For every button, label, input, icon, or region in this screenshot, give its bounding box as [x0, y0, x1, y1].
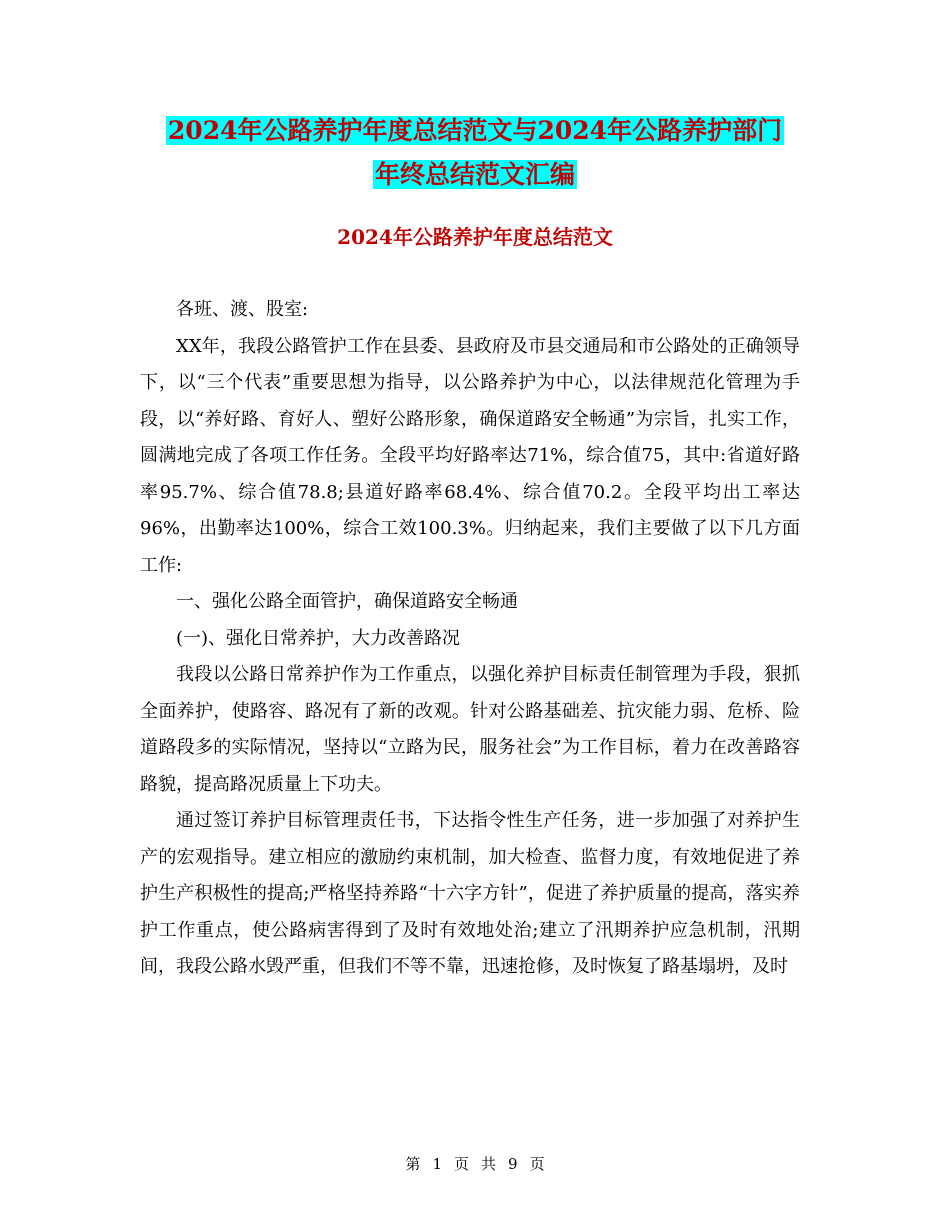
- document-body: [140, 292, 800, 986]
- document-title-line-1: [0, 114, 950, 148]
- footer-label-total-unit: 页: [529, 1155, 545, 1173]
- title-highlight-2: 年终总结范文汇编: [374, 160, 575, 189]
- footer-label-page-unit: 页: [453, 1155, 469, 1173]
- paragraph-responsibility: 通过签订养护目标管理责任书，下达指令性生产任务，进一步加强了对养护生产的宏观指导。建立相应的激励约束机制，加大检查、监督力度，有效地促进了养护生产积极性的提高;严格坚持养路“十六字方针”，促进了养护质量的提高，落实养护工作重点，使公路病害得到了及时有效地处治;建立了汛期养护应急机制，汛期间，我段公路水毁严重，但我们不等不靠，迅速抢修，及时恢复了路基塌坍，及时: [140, 810, 800, 977]
- footer-total-pages: 9: [508, 1155, 518, 1173]
- section-title: 2024年公路养护年度总结范文: [337, 225, 613, 249]
- footer-label-page: 第: [405, 1155, 421, 1173]
- paragraph-salutation: 各班、渡、股室:: [176, 299, 309, 320]
- paragraph-daily-maintenance: 我段以公路日常养护作为工作重点，以强化养护目标责任制管理为手段，狠抓全面养护，使路容、路况有了新的改观。针对公路基础差、抗灾能力弱、危桥、险道路段多的实际情况，坚持以“立路为民，服务社会”为工作目标，着力在改善路容路貌，提高路况质量上下功夫。: [140, 664, 800, 795]
- footer-label-total: 共: [481, 1155, 497, 1173]
- document-title-line-2: [0, 158, 950, 192]
- heading-subsection-1: (一)、强化日常养护，大力改善路况: [176, 627, 461, 649]
- heading-section-1: 一、强化公路全面管护，确保道路安全畅通: [176, 591, 518, 612]
- page-footer: [0, 1152, 950, 1176]
- title-highlight-1: 2024年公路养护年度总结范文与2024年公路养护部门: [167, 116, 783, 145]
- footer-page-number: 1: [432, 1155, 442, 1173]
- paragraph-intro: XX年，我段公路管护工作在县委、县政府及市县交通局和市公路处的正确领导下，以“三个代表”重要思想为指导，以公路养护为中心，以法律规范化管理为手段，以“养好路、育好人、塑好公路形象，确保道路安全畅通”为宗旨，扎实工作，圆满地完成了各项工作任务。全段平均好路率达71%，综合值75，其中:省道好路率95.7%、综合值78.8;县道好路率68.4%、综合值70.2。全段平均出工率达96%，出勤率达100%，综合工效100.3%。归纳起来，我们主要做了以下几方面工作:: [140, 335, 800, 576]
